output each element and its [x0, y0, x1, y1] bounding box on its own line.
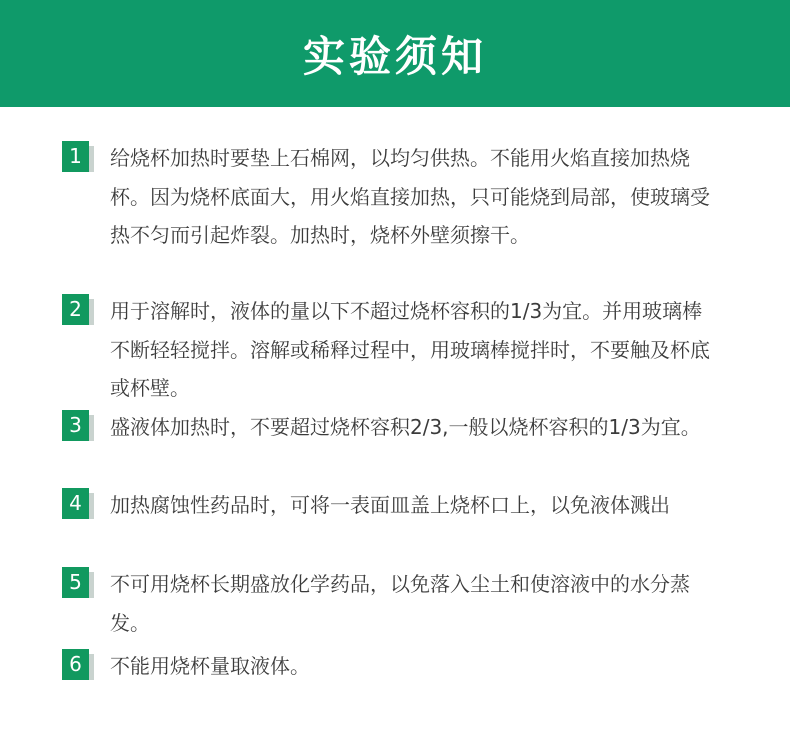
item-text: 不能用烧杯量取液体。	[110, 654, 310, 678]
page-title: 实验须知	[302, 31, 487, 81]
item-text: 用于溶解时，液体的量以下不超过烧杯容积的1/3为宜。并用玻璃棒不断轻轻搅拌。溶解或稀释过程中，用玻璃棒搅拌时，不要触及杯底或杯壁。	[110, 299, 710, 400]
item-number-badge: 5	[62, 567, 89, 598]
item-number-badge: 3	[62, 410, 89, 441]
item-number-badge: 1	[62, 141, 89, 172]
item-number-badge: 6	[62, 649, 89, 680]
item-number-badge: 2	[62, 294, 89, 325]
item-number-badge: 4	[62, 488, 89, 519]
item-text: 给烧杯加热时要垫上石棉网，以均匀供热。不能用火焰直接加热烧杯。因为烧杯底面大，用火焰直接加热，只可能烧到局部，使玻璃受热不匀而引起炸裂。加热时，烧杯外壁须擦干。	[110, 146, 710, 247]
item-text: 不可用烧杯长期盛放化学药品，以免落入尘土和使溶液中的水分蒸发。	[110, 572, 690, 635]
item-text: 加热腐蚀性药品时，可将一表面皿盖上烧杯口上，以免液体溅出	[110, 493, 670, 517]
item-text: 盛液体加热时，不要超过烧杯容积2/3,一般以烧杯容积的1/3为宜。	[110, 415, 701, 439]
